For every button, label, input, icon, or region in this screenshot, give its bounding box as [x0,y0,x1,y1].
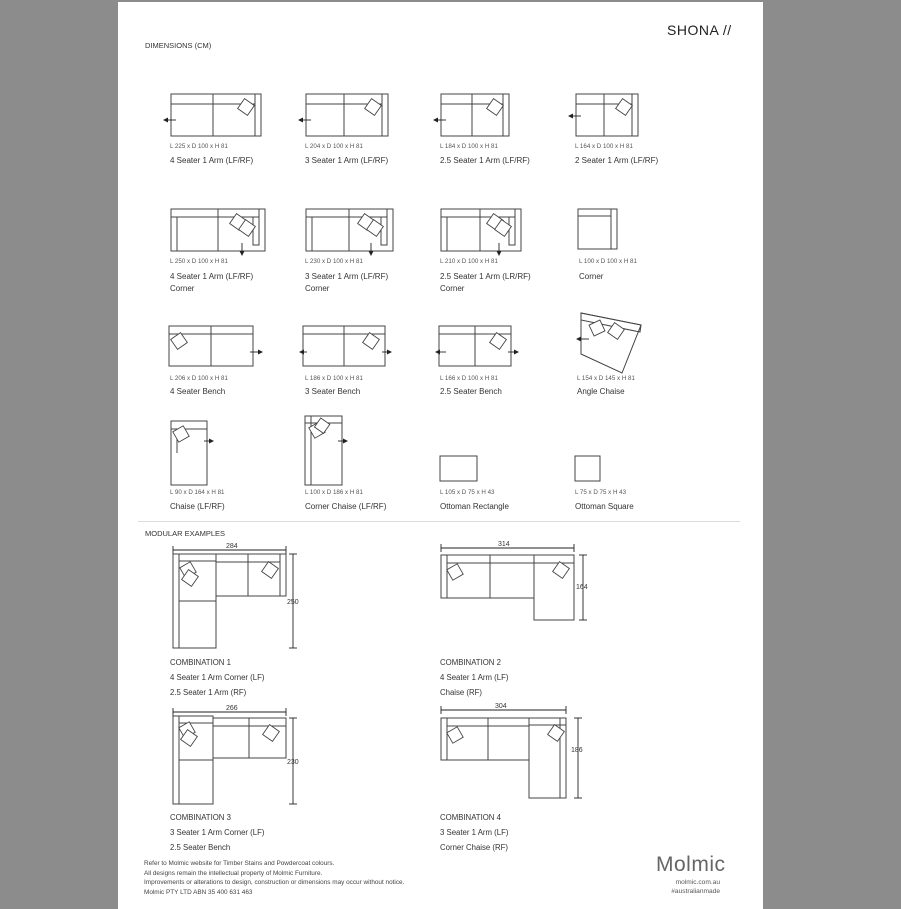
ottoman-square-drawing [573,454,603,484]
footer-line: Molmic PTY LTD ABN 35 400 631 463 [144,888,253,896]
module-dimensions: L 100 x D 100 x H 81 [579,258,637,265]
module-dimensions: L 206 x D 100 x H 81 [170,375,228,382]
molmic-logo: Molmic [656,853,726,876]
module-subtitle: Corner [305,284,330,293]
module-dimensions: L 166 x D 100 x H 81 [440,375,498,382]
module-name: Chaise (LF/RF) [170,502,225,511]
module-name: 3 Seater 1 Arm (LF/RF) [305,156,389,165]
hashtag-text: #australianmade [671,888,720,895]
combination-2-drawing [438,540,603,625]
module-dimensions: L 186 x D 100 x H 81 [305,375,363,382]
module-subtitle: Corner [440,284,465,293]
module-name: 2.5 Seater Bench [440,387,502,396]
module-name: 4 Seater Bench [170,387,226,396]
module-name: Angle Chaise [577,387,625,396]
combination-1-drawing [170,540,305,652]
sofa-2-5-seater-1-arm-drawing [432,92,542,142]
combination-line: 4 Seater 1 Arm Corner (LF) [170,673,265,682]
sofa-3-seater-bench-drawing [297,324,407,372]
module-name: 4 Seater 1 Arm (LF/RF) [170,156,254,165]
corner-chaise-drawing [297,414,357,487]
module-name: 2.5 Seater 1 Arm (LF/RF) [440,156,530,165]
module-dimensions: L 230 x D 100 x H 81 [305,258,363,265]
sofa-4-seater-corner-drawing [162,207,272,262]
sofa-3-seater-1-arm-drawing [297,92,407,142]
combination-4-drawing [438,702,603,807]
combination-line: Corner Chaise (RF) [440,843,509,852]
module-dimensions: L 164 x D 100 x H 81 [575,143,633,150]
footer-line: Refer to Molmic website for Timber Stains and Powdercoat colours. [144,860,335,867]
sofa-2-5-seater-bench-drawing [432,324,542,372]
spec-sheet-page [118,2,763,909]
module-dimensions: L 154 x D 145 x H 81 [577,375,635,382]
combination-3-width-label: 266 [226,705,238,712]
combination-title: COMBINATION 2 [440,658,501,667]
module-subtitle: Corner [170,284,195,293]
sofa-4-seater-bench-drawing [162,324,272,372]
website-text: molmic.com.au [675,879,720,886]
combination-4-width-label: 304 [495,703,507,710]
section-divider [138,521,740,522]
sofa-4-seater-1-arm-drawing [162,92,272,142]
module-dimensions: L 105 x D 75 x H 43 [440,489,495,496]
module-name: Corner [579,272,604,281]
corner-module-drawing [567,207,627,257]
footer-note [144,859,404,897]
module-name: 4 Seater 1 Arm (LF/RF) [170,272,254,281]
footer-contact [658,878,720,896]
module-dimensions: L 204 x D 100 x H 81 [305,143,363,150]
combination-line: 4 Seater 1 Arm (LF) [440,673,509,682]
combination-4-depth-label: 186 [571,747,583,754]
combination-title: COMBINATION 4 [440,813,501,822]
module-dimensions: L 184 x D 100 x H 81 [440,143,498,150]
angle-chaise-drawing [567,310,647,375]
module-name: Ottoman Square [575,502,634,511]
combination-line: 2.5 Seater 1 Arm (RF) [170,688,247,697]
combination-1-width-label: 284 [226,543,238,550]
module-name: 2.5 Seater 1 Arm (LR/RF) [440,272,531,281]
module-dimensions: L 75 x D 75 x H 43 [575,489,627,496]
sofa-2-seater-1-arm-drawing [567,92,677,142]
module-dimensions: L 250 x D 100 x H 81 [170,258,228,265]
module-name: Corner Chaise (LF/RF) [305,502,387,511]
module-name: 2 Seater 1 Arm (LF/RF) [575,156,659,165]
combination-3-drawing [170,702,305,810]
combination-2-depth-label: 164 [576,584,588,591]
module-name: 3 Seater 1 Arm (LF/RF) [305,272,389,281]
module-dimensions: L 210 x D 100 x H 81 [440,258,498,265]
dimensions-heading: DIMENSIONS (CM) [145,41,212,50]
module-name: Ottoman Rectangle [440,502,509,511]
combination-line: Chaise (RF) [440,688,483,697]
combination-line: 3 Seater 1 Arm Corner (LF) [170,828,265,837]
combination-1-depth-label: 250 [287,599,299,606]
footer-line: All designs remain the intellectual property of Molmic Furniture. [144,869,323,877]
combination-title: COMBINATION 3 [170,813,231,822]
combination-3-depth-label: 230 [287,759,299,766]
product-title: SHONA // [667,22,732,38]
module-name: 3 Seater Bench [305,387,361,396]
module-dimensions: L 90 x D 164 x H 81 [170,489,225,496]
ottoman-rectangle-drawing [438,454,480,484]
chaise-drawing [162,419,222,487]
combination-line: 3 Seater 1 Arm (LF) [440,828,509,837]
module-dimensions: L 225 x D 100 x H 81 [170,143,228,150]
combination-title: COMBINATION 1 [170,658,231,667]
sofa-2-5-seater-corner-drawing [432,207,542,262]
sofa-3-seater-corner-drawing [297,207,407,262]
footer-line: Improvements or alterations to design, construction or dimensions may occur without notice. [144,879,405,886]
combination-2-width-label: 314 [498,541,510,548]
module-dimensions: L 100 x D 186 x H 81 [305,489,363,496]
combination-line: 2.5 Seater Bench [170,843,231,852]
modular-examples-heading: MODULAR EXAMPLES [145,529,226,538]
